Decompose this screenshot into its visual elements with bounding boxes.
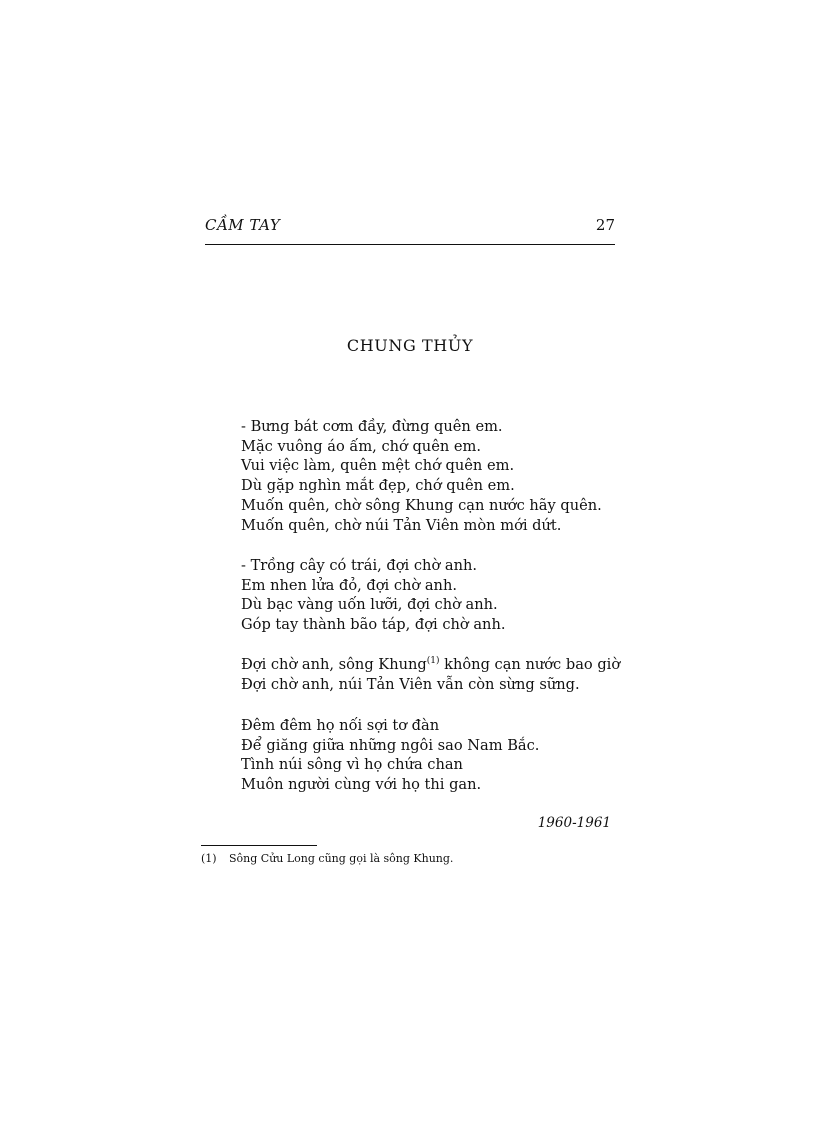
poem-line: Tình núi sông vì họ chứa chan <box>241 756 463 774</box>
footnote-text: Sông Cửu Long cũng gọi là sông Khung. <box>229 852 454 865</box>
poem-line: Để giăng giữa những ngôi sao Nam Bắc. <box>241 736 540 754</box>
running-head: CẦM TAY <box>205 216 281 234</box>
poem-line: Muôn người cùng với họ thi gan. <box>241 776 482 794</box>
poem-line: Đêm đêm họ nối sợi tơ đàn <box>241 717 440 734</box>
poem-line: Dù gặp nghìn mắt đẹp, chớ quên em. <box>241 477 515 495</box>
line-text: Đợi chờ anh, sông Khung <box>241 656 427 673</box>
stanza-4 <box>241 716 621 795</box>
poem-line: Đợi chờ anh, núi Tản Viên vẫn còn sừng sững. <box>241 675 580 693</box>
poem-line: Muốn quên, chờ sông Khung cạn nước hãy quên. <box>241 496 602 514</box>
stanza-2 <box>241 556 621 635</box>
footnote-divider <box>201 845 317 846</box>
poem-line: Mặc vuông áo ấm, chớ quên em. <box>241 437 481 455</box>
footnote <box>201 852 453 865</box>
poem-line: - Trồng cây có trái, đợi chờ anh. <box>241 557 478 574</box>
footnote-marker: (1) <box>201 852 217 865</box>
line-text: không cạn nước bao giờ <box>439 656 621 673</box>
poem-line: - Bưng bát cơm đầy, đừng quên em. <box>241 418 503 435</box>
poem-line: Dù bạc vàng uốn lưỡi, đợi chờ anh. <box>241 596 498 614</box>
poem-line: Muốn quên, chờ núi Tản Viên mòn mới dứt. <box>241 516 562 534</box>
stanza-1 <box>241 417 621 535</box>
poem-date: 1960-1961 <box>537 815 611 831</box>
page-header <box>205 214 615 245</box>
poem-title: CHUNG THỦY <box>346 336 474 355</box>
poem-line: Góp tay thành bão táp, đợi chờ anh. <box>241 616 506 634</box>
stanza-3 <box>241 655 621 694</box>
poem-line <box>241 655 621 675</box>
poem-line: Vui việc làm, quên mệt chớ quên em. <box>241 457 515 475</box>
footnote-reference: (1) <box>426 656 440 667</box>
page-number: 27 <box>595 216 615 234</box>
poem-line: Em nhen lửa đỏ, đợi chờ anh. <box>241 576 457 594</box>
